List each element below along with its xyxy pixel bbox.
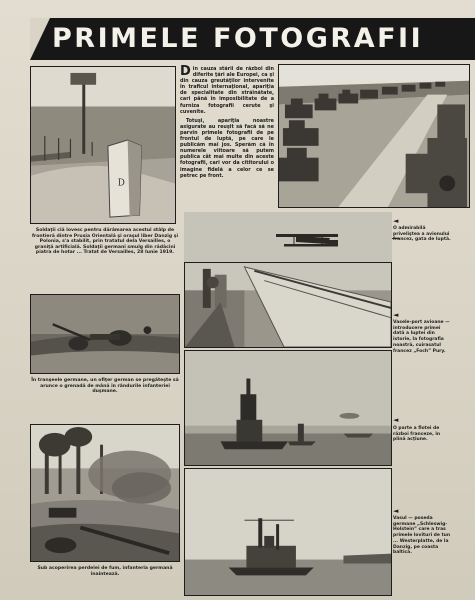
destroyer-arrow-icon: ◄ <box>393 311 399 319</box>
border-stone-photo <box>30 66 176 224</box>
svg-text:D: D <box>117 178 125 189</box>
intro-text <box>180 66 274 206</box>
caption-battleships: O parte a flotei de război franceze, în plină acţiune. <box>393 426 441 443</box>
caption-soldiers: În tranşeele germane, un ofiţer german se pregăteşte să arunce o grenadă de mână în rândurile infanteriei duşmane. <box>31 378 179 395</box>
dropcap: D <box>180 64 191 79</box>
caption-ship: Vasul — poseda germane „Schleswig-Holstein” care a tras primele lovituri de tun ... Westerplatte, de la Danzig, pe coasta baltică. <box>393 516 451 556</box>
caption-plane: O admirabilă priveliştea a avionului francez, gata de luptă. <box>393 226 451 243</box>
battleships-arrow-icon: ◄ <box>393 416 399 424</box>
page-title: PRIMELE FOTOGRAFII <box>52 23 424 54</box>
biplane-photo <box>184 212 392 266</box>
caption-forest: Sub acoperirea perdelei de fum, infanteria germană înaintează. <box>37 566 173 577</box>
tanks-column-photo <box>278 64 470 208</box>
plane-arrow-icon: ◄ <box>393 217 399 225</box>
intro-paragraph-2: Totuşi, apariţia noastre asigurate au reuşit să facă să ne parvin primele fotografii de pe frontul de luptă, pe care le publicăm mai jos. Sperăm că în numerele viitoare să putem publica cât mai multe din aceste fotografii, cari vor da cititorului o imagine fidelă a celor ce se petrec pe front. <box>180 117 274 179</box>
caption-border: Soldaţii ciă lovesc pentru dărâmarea acestui stâlp de frontieră dintre Prusia Orientală şi oraşul liber Danzig şi Polonia, s'a stabilit, prin tratatul dela Versailles, o graniţă artificială. Soldaţii germani smulg din rădăcini piatra de hotar ... Tratat de Versailles, 28 Iunie 1919. <box>31 228 179 256</box>
battleships-photo <box>184 350 392 466</box>
warship-photo <box>184 468 392 596</box>
caption-destroyer: Vasele-port avioane — introducere primei dată a luptei din istorie, la fotografia noastră, cuirasatul francez „Foch” Pury. <box>393 320 450 354</box>
ship-deck-photo <box>184 262 392 348</box>
intro-paragraph-1: in cauza stării de război din diferite ţări ale Europei, ca şi din cauza greutăţilor intervenite în traficul internaţional, apariţia de specialitate din străinătate, cari până în imposibilitate de a furniza fotografii cerute şi cuvenite. <box>180 66 274 115</box>
soldiers-trench-photo <box>30 294 180 374</box>
side-captions <box>393 212 455 597</box>
ship-arrow-icon: ◄ <box>393 507 399 515</box>
banner-notch <box>30 18 50 60</box>
forest-attack-photo <box>30 424 180 562</box>
